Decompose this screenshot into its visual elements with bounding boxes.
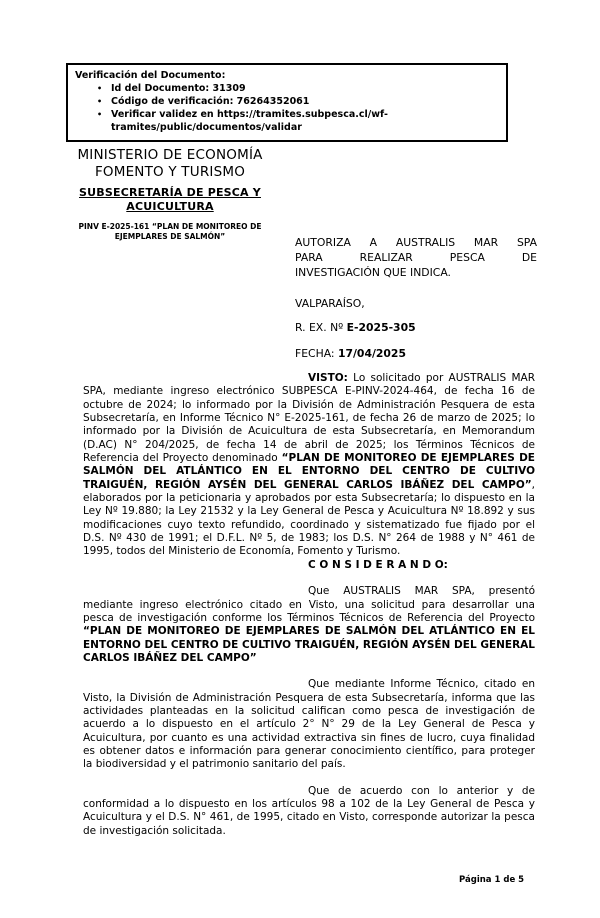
letterhead bbox=[36, 147, 304, 241]
verification-title: Verificación del Documento: bbox=[75, 70, 226, 81]
bullet-icon: • bbox=[97, 97, 103, 106]
department-name bbox=[36, 186, 304, 213]
resolution-number-line bbox=[295, 321, 416, 334]
ministry-name-line: MINISTERIO DE ECONOMÍA bbox=[77, 147, 263, 163]
ministry-name bbox=[36, 147, 304, 180]
ministry-name-line: FOMENTO Y TURISMO bbox=[94, 163, 246, 180]
considerando-paragraph-3: Que de acuerdo con lo anterior y de conformidad a lo dispuesto en los artículos 98 a 102 de la Ley General de Pesca y Acuicultura y el D.S. N° 461, de 1995, citado en Visto, corresponde autorizar la pesca de investigación solicitada. bbox=[83, 784, 535, 837]
department-name-line: SUBSECRETARÍA DE PESCA Y bbox=[79, 186, 261, 199]
verification-item-text: Id del Documento: 31309 bbox=[111, 83, 246, 94]
date-line bbox=[295, 347, 406, 360]
verification-box bbox=[66, 63, 508, 142]
project-reference: PINV E-2025-161 “PLAN DE MONITOREO DE EJEMPLARES DE SALMÓN” bbox=[78, 222, 262, 241]
verification-item bbox=[97, 108, 500, 134]
resolution-number: E-2025-305 bbox=[346, 321, 416, 334]
date-label: FECHA: bbox=[295, 347, 338, 360]
bullet-icon: • bbox=[97, 84, 103, 93]
subject-line: INVESTIGACIÓN QUE INDICA. bbox=[295, 265, 451, 279]
subject-title bbox=[295, 236, 537, 280]
document-body bbox=[83, 372, 535, 838]
subject-line: AUTORIZA A AUSTRALIS MAR SPA bbox=[295, 236, 537, 249]
date-value: 17/04/2025 bbox=[337, 347, 406, 360]
visto-paragraph: VISTO: Lo solicitado por AUSTRALIS MAR SPA, mediante ingreso electrónico SUBPESCA E-PINV-2024-464, de fecha 16 de octubre de 2024; lo informado por la División de Administración Pesquera de esta Subsecretaría, en Informe Técnico N° E-2025-161, de fecha 26 de marzo de 2025; lo informado por la División de Acuicultura de esta Subsecretaría, en Memorandum (D.AC) N° 204/2025, de fecha 14 de abril de 2025; los Términos Técnicos de Referencia del Proyecto denominado “PLAN DE MONITOREO DE EJEMPLARES DE SALMÓN DEL ATLÁNTICO EN EL ENTORNO DEL CENTRO DE CULTIVO TRAIGUÉN, REGIÓN AYSÉN DEL GENERAL CARLOS IBÁÑEZ DEL CAMPO”, elaborados por la peticionaria y aprobados por esta Subsecretaría; lo dispuesto en la Ley Nº 19.880; la Ley 21532 y la Ley General de Pesca y Acuicultura Nº 18.892 y sus modificaciones cuyo texto refundido, coordinado y sistematizado fue fijado por el D.S. Nº 430 de 1991; el D.F.L. Nº 5, de 1983; los D.S. N° 264 de 1988 y N° 461 de 1995, todos del Ministerio de Economía, Fomento y Turismo. bbox=[83, 372, 535, 558]
city-line: VALPARAÍSO, bbox=[295, 297, 365, 310]
resolution-label: R. EX. Nº bbox=[295, 321, 347, 334]
subject-line: PARA REALIZAR PESCA DE bbox=[295, 250, 537, 264]
verification-item-text: Verificar validez en https://tramites.subpesca.cl/wf-tramites/public/documentos/validar bbox=[111, 109, 388, 133]
page-indicator: Página 1 de 5 bbox=[459, 875, 525, 885]
verification-list bbox=[75, 82, 500, 134]
verification-item-text: Código de verificación: 76264352061 bbox=[111, 96, 310, 107]
bullet-icon: • bbox=[97, 110, 103, 119]
department-name-line: ACUICULTURA bbox=[126, 199, 214, 213]
considerando-paragraph-2: Que mediante Informe Técnico, citado en Visto, la División de Administración Pesquera de esta Subsecretaría, informa que las actividades planteadas en la solicitud califican como pesca de investigación de acuerdo a lo dispuesto en el artículo 2° N° 29 de la Ley General de Pesca y Acuicultura, por cuanto es una actividad extractiva sin fines de lucro, cuya finalidad es obtener datos e información para generar conocimiento científico, para proteger la biodiversidad y el patrimonio sanitario del país. bbox=[83, 678, 535, 771]
considerando-paragraph-1: Que AUSTRALIS MAR SPA, presentó mediante ingreso electrónico citado en Visto, una solicitud para desarrollar una pesca de investigación conforme los Términos Técnicos de Referencia del Proyecto “PLAN DE MONITOREO DE EJEMPLARES DE SALMÓN DEL ATLÁNTICO EN EL ENTORNO DEL CENTRO DE CULTIVO TRAIGUÉN, REGIÓN AYSÉN DEL GENERAL CARLOS IBÁÑEZ DEL CAMPO” bbox=[83, 585, 535, 664]
considerando-heading: C O N S I D E R A N D O: bbox=[308, 558, 448, 571]
verification-item bbox=[97, 82, 500, 95]
verification-item bbox=[97, 95, 500, 108]
